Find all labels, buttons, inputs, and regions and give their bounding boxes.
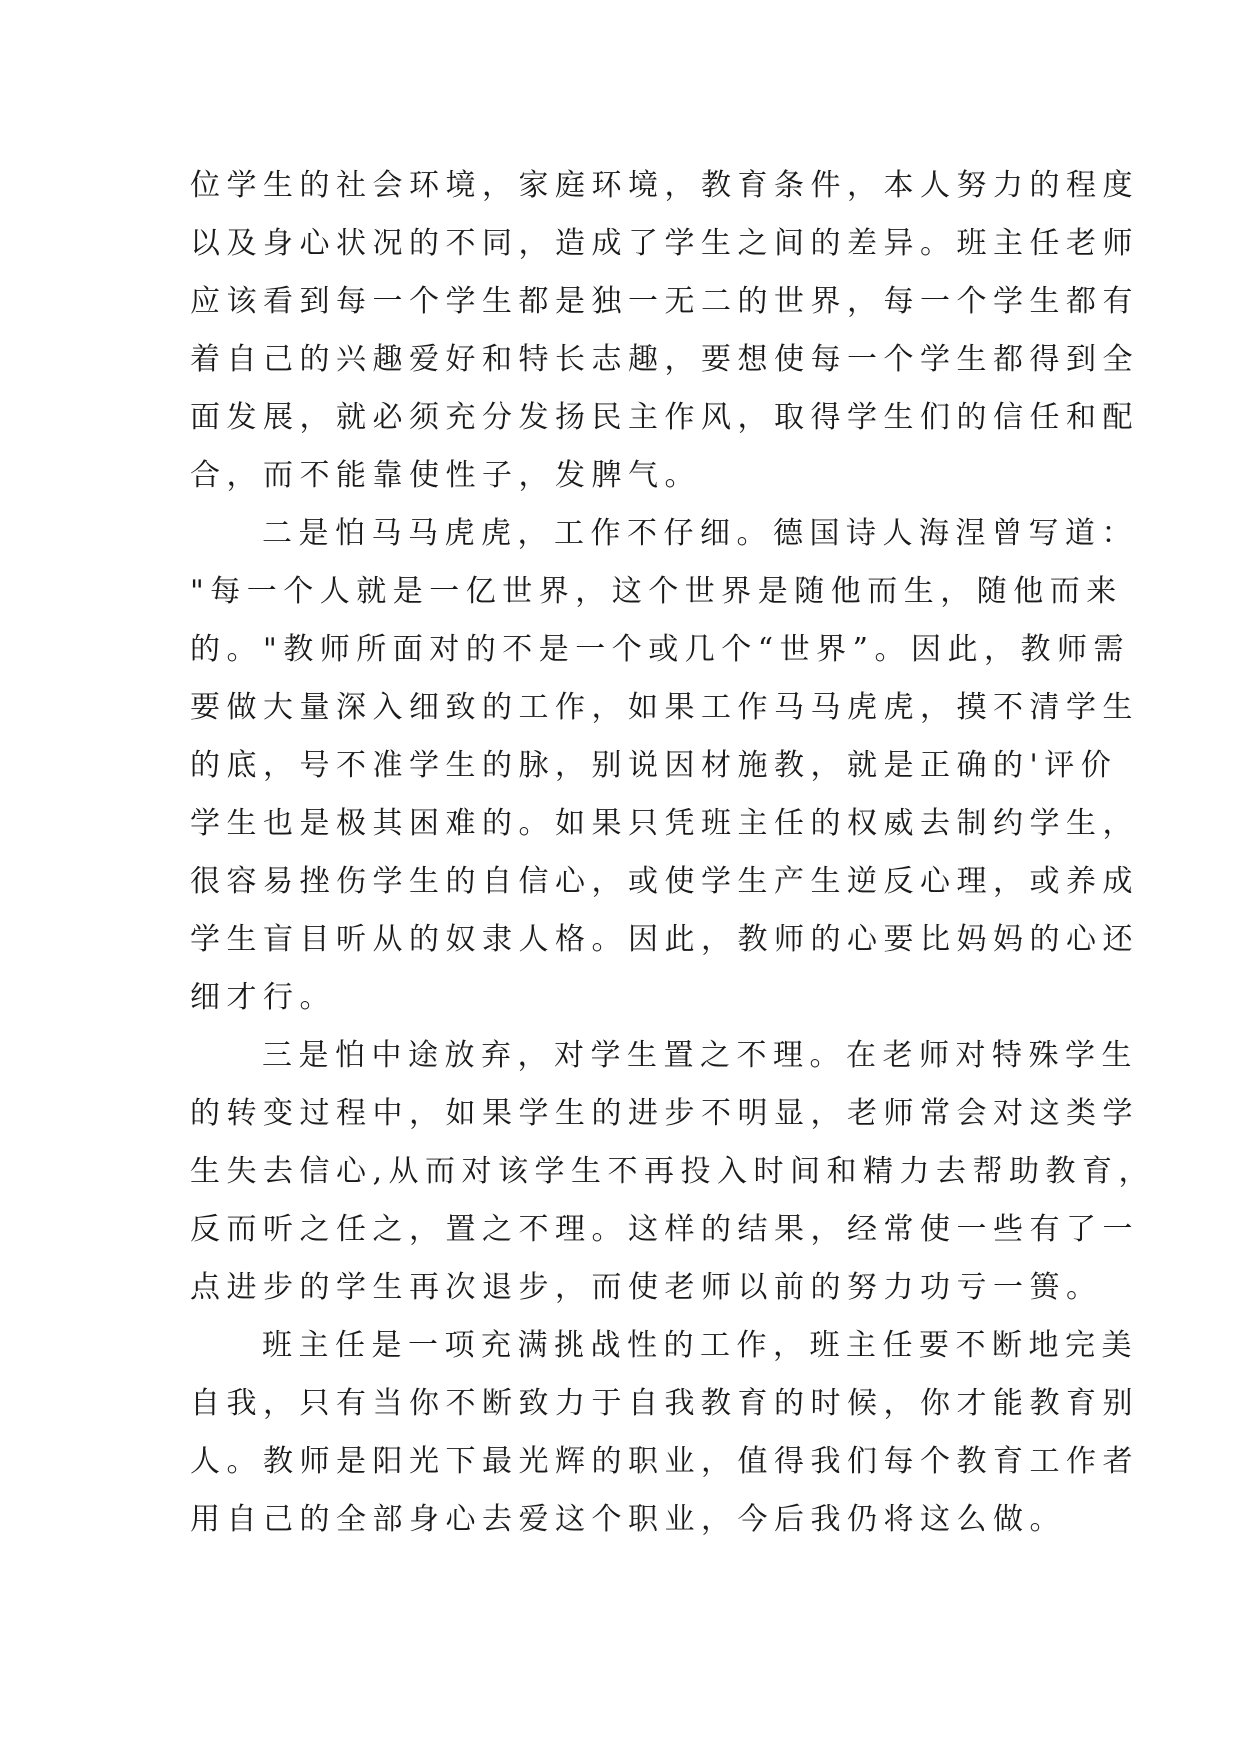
text-line: 要做大量深入细致的工作，如果工作马马虎虎，摸不清学生 [190,690,1139,725]
text-line: 以及身心状况的不同，造成了学生之间的差异。班主任老师 [190,226,1139,261]
paragraph-2 [190,505,1139,1027]
paragraph-1 [190,157,1139,505]
text-line: 点进步的学生再次退步，而使老师以前的努力功亏一篑。 [190,1270,1103,1305]
text-line: 学生盲目听从的奴隶人格。因此，教师的心要比妈妈的心还 [190,922,1139,957]
text-line: 用自己的全部身心去爱这个职业，今后我仍将这么做。 [190,1502,1066,1537]
document-body [190,157,1156,1549]
text-line: 的。"教师所面对的不是一个或几个“世界”。因此，教师需 [190,632,1130,667]
text-line: 的转变过程中，如果学生的进步不明显，老师常会对这类学 [190,1096,1139,1131]
text-line: "每一个人就是一亿世界，这个世界是随他而生，随他而来 [190,574,1123,609]
text-line: 反而听之任之，置之不理。这样的结果，经常使一些有了一 [190,1212,1139,1247]
paragraph-4 [190,1317,1139,1549]
paragraph-3 [190,1027,1156,1317]
text-line: 的底，号不准学生的脉，别说因材施教，就是正确的'评价 [190,748,1118,783]
text-line: 应该看到每一个学生都是独一无二的世界，每一个学生都有 [190,284,1139,319]
text-line: 人。教师是阳光下最光辉的职业，值得我们每个教育工作者 [190,1444,1139,1479]
text-line: 合，而不能靠使性子，发脾气。 [190,458,701,493]
text-line: 位学生的社会环境，家庭环境，教育条件，本人努力的程度 [190,168,1139,203]
text-line: 生失去信心,从而对该学生不再投入时间和精力去帮助教育， [190,1154,1156,1189]
text-line: 很容易挫伤学生的自信心，或使学生产生逆反心理，或养成 [190,864,1139,899]
text-line: 着自己的兴趣爱好和特长志趣，要想使每一个学生都得到全 [190,342,1139,377]
text-line: 细才行。 [190,980,336,1015]
text-line: 面发展，就必须充分发扬民主作风，取得学生们的信任和配 [190,400,1139,435]
text-line: 学生也是极其困难的。如果只凭班主任的权威去制约学生， [190,806,1139,841]
text-line: 三是怕中途放弃，对学生置之不理。在老师对特殊学生 [262,1038,1138,1073]
text-line: 班主任是一项充满挑战性的工作，班主任要不断地完美 [262,1328,1138,1363]
text-line: 二是怕马马虎虎，工作不仔细。德国诗人海涅曾写道： [262,516,1138,551]
text-line: 自我，只有当你不断致力于自我教育的时候，你才能教育别 [190,1386,1139,1421]
